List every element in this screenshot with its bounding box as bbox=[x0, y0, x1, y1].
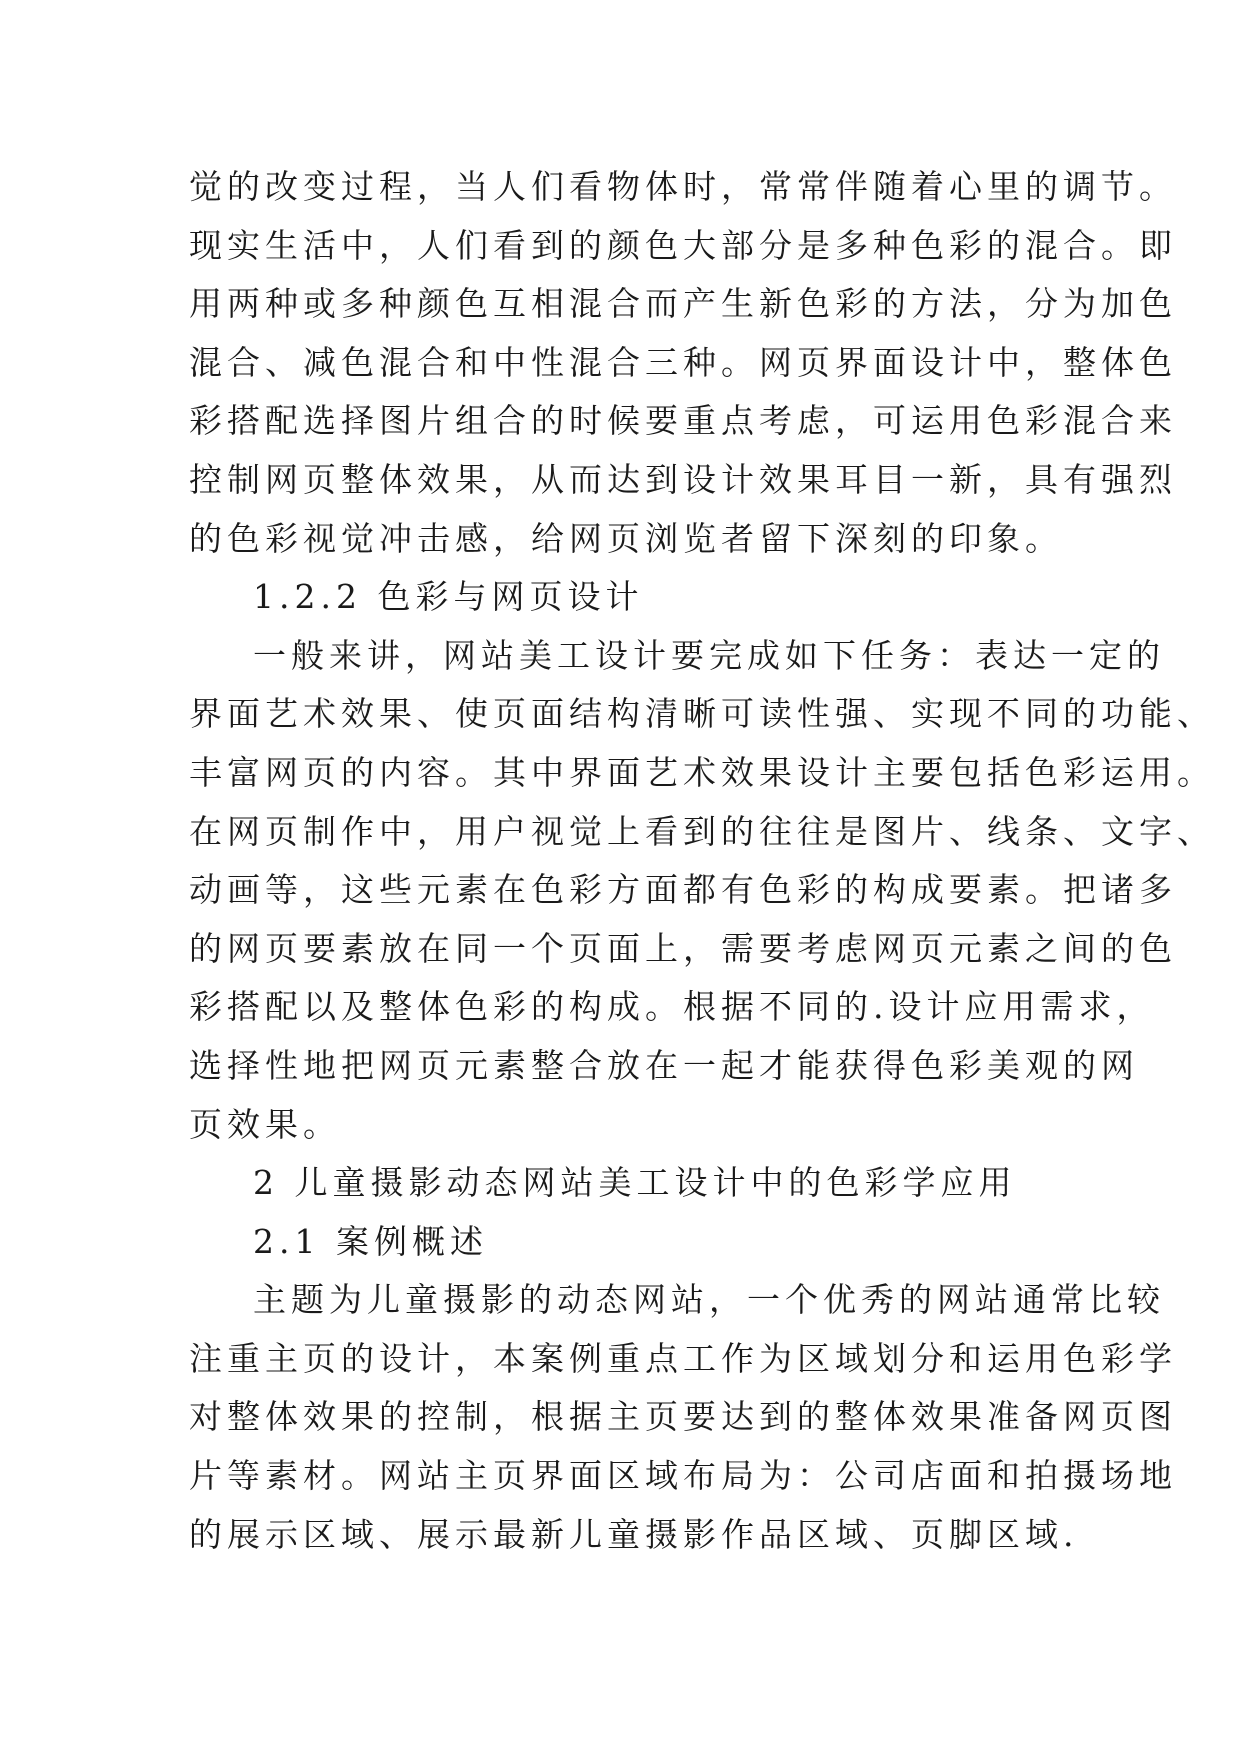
text-line: 彩搭配以及整体色彩的构成。根据不同的.设计应用需求， bbox=[189, 987, 1155, 1027]
text-line: 片等素材。网站主页界面区域布局为：公司店面和拍摄场地 bbox=[189, 1456, 1177, 1496]
text-line: 混合、减色混合和中性混合三种。网页界面设计中，整体色 bbox=[189, 342, 1177, 382]
text-line: 的展示区域、展示最新儿童摄影作品区域、页脚区域. bbox=[189, 1514, 1079, 1554]
text-line: 动画等，这些元素在色彩方面都有色彩的构成要素。把诸多 bbox=[189, 870, 1177, 910]
section-heading: 2 儿童摄影动态网站美工设计中的色彩学应用 bbox=[253, 1163, 1017, 1203]
text-line: 现实生活中，人们看到的颜色大部分是多种色彩的混合。即 bbox=[189, 225, 1177, 265]
section-heading: 2.1 案例概述 bbox=[253, 1221, 488, 1261]
text-line: 的网页要素放在同一个页面上，需要考虑网页元素之间的色 bbox=[189, 928, 1177, 968]
text-line: 主题为儿童摄影的动态网站，一个优秀的网站通常比较 bbox=[253, 1280, 1165, 1320]
text-line: 控制网页整体效果，从而达到设计效果耳目一新，具有强烈 bbox=[189, 459, 1177, 499]
text-line: 对整体效果的控制，根据主页要达到的整体效果准备网页图 bbox=[189, 1397, 1177, 1437]
text-line: 用两种或多种颜色互相混合而产生新色彩的方法，分为加色 bbox=[189, 284, 1177, 324]
text-line: 丰富网页的内容。其中界面艺术效果设计主要包括色彩运用。 bbox=[189, 752, 1215, 792]
text-line: 在网页制作中，用户视觉上看到的往往是图片、线条、文字、 bbox=[189, 811, 1215, 851]
text-line: 注重主页的设计，本案例重点工作为区域划分和运用色彩学 bbox=[189, 1338, 1177, 1378]
text-line: 的色彩视觉冲击感，给网页浏览者留下深刻的印象。 bbox=[189, 518, 1063, 558]
text-line: 选择性地把网页元素整合放在一起才能获得色彩美观的网 bbox=[189, 1045, 1139, 1085]
document-body bbox=[189, 158, 1215, 1564]
text-line: 界面艺术效果、使页面结构清晰可读性强、实现不同的功能、 bbox=[189, 694, 1215, 734]
section-heading: 1.2.2 色彩与网页设计 bbox=[253, 577, 644, 617]
text-line: 彩搭配选择图片组合的时候要重点考虑，可运用色彩混合来 bbox=[189, 401, 1177, 441]
text-line: 觉的改变过程，当人们看物体时，常常伴随着心里的调节。 bbox=[189, 167, 1177, 206]
text-line: 一般来讲，网站美工设计要完成如下任务：表达一定的 bbox=[253, 635, 1165, 675]
text-line: 页效果。 bbox=[189, 1104, 341, 1144]
